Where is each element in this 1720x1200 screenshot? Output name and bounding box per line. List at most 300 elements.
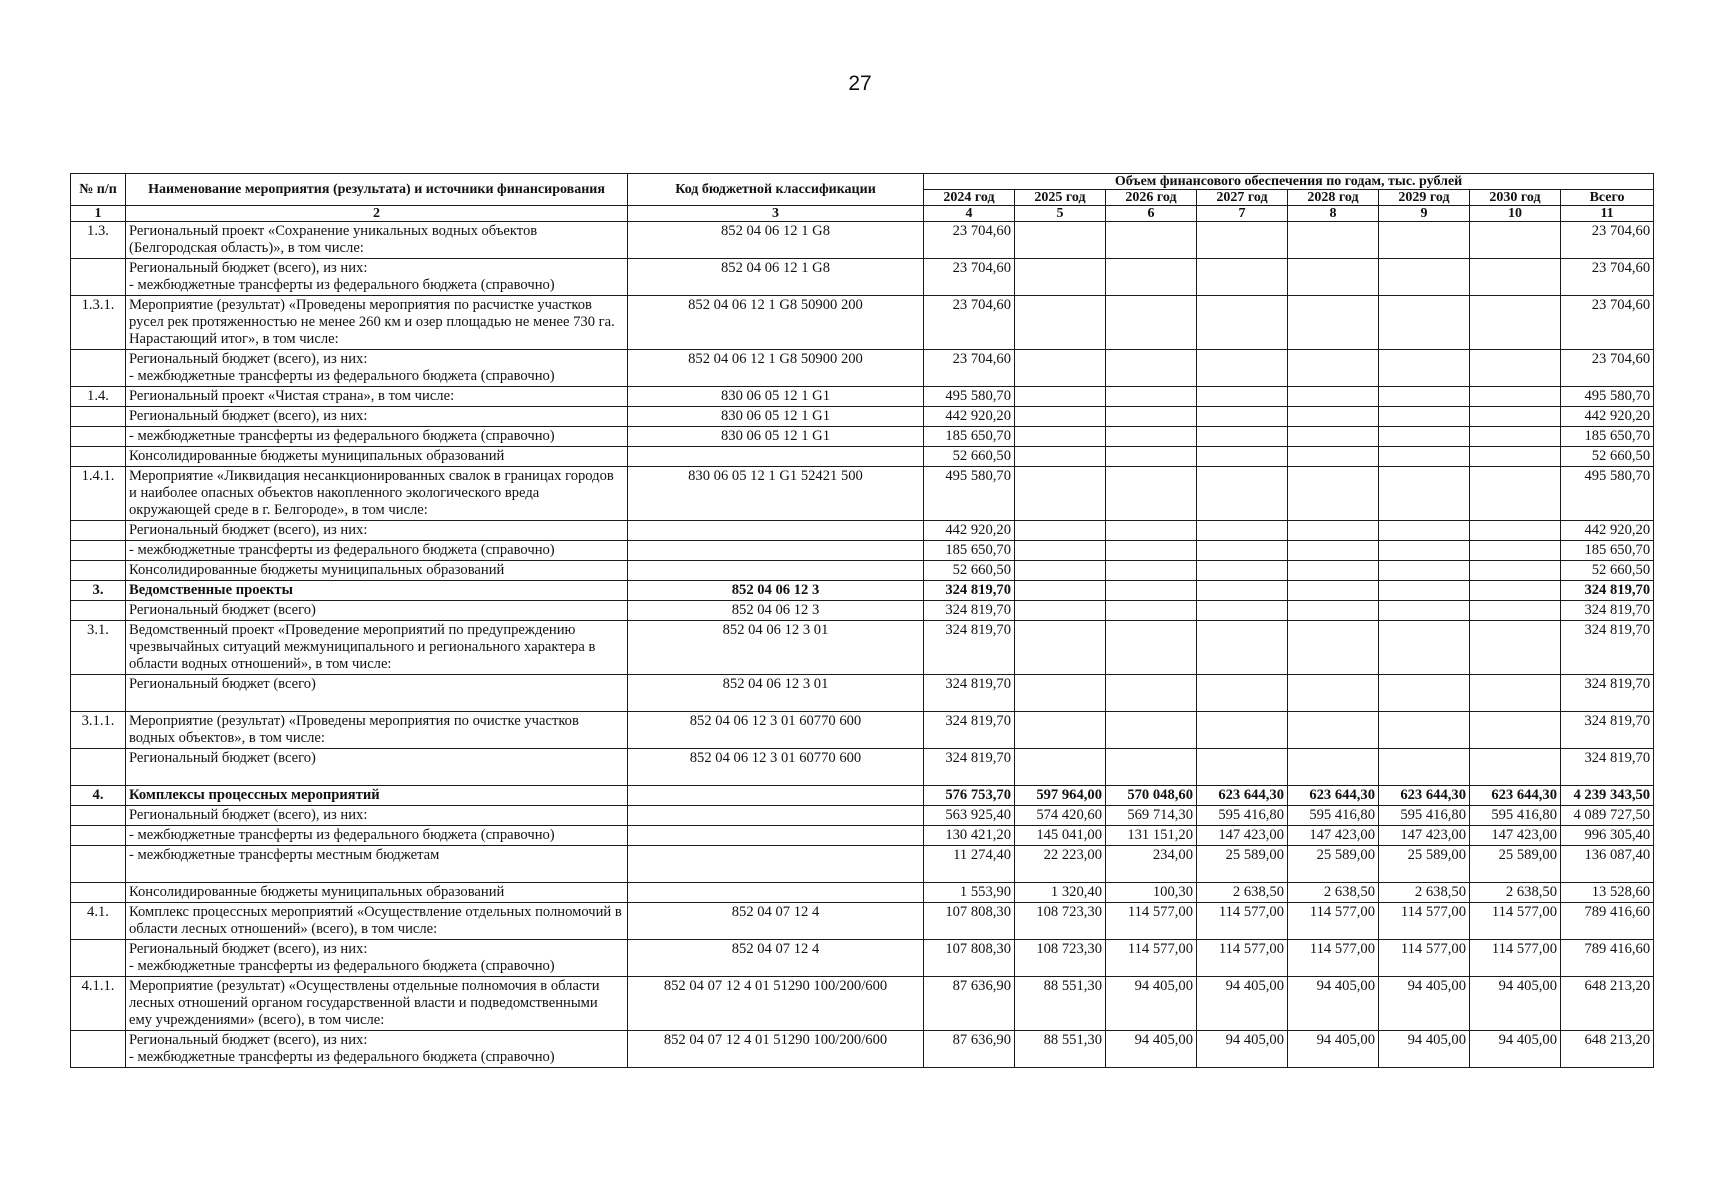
row-value (1379, 675, 1470, 712)
row-value: 114 577,00 (1197, 940, 1288, 977)
row-value (1197, 541, 1288, 561)
row-name: Региональный бюджет (всего), из них: (126, 521, 628, 541)
row-value: 495 580,70 (1561, 467, 1654, 521)
row-value (1470, 712, 1561, 749)
row-value: 623 644,30 (1197, 786, 1288, 806)
row-value: 324 819,70 (924, 601, 1015, 621)
row-name: Региональный проект «Сохранение уникальных водных объектов (Белгородская область)», в том числе: (126, 222, 628, 259)
row-value: 25 589,00 (1197, 846, 1288, 883)
row-code: 852 04 07 12 4 01 51290 100/200/600 (628, 1031, 924, 1068)
row-value (1288, 467, 1379, 521)
row-value: 114 577,00 (1379, 903, 1470, 940)
row-value: 52 660,50 (1561, 447, 1654, 467)
table-row (71, 883, 1654, 903)
row-code: 852 04 06 12 3 01 60770 600 (628, 712, 924, 749)
row-value: 23 704,60 (1561, 296, 1654, 350)
row-name: Региональный бюджет (всего), из них: - межбюджетные трансферты из федерального бюджета (справочно) (126, 259, 628, 296)
row-value (1470, 601, 1561, 621)
row-code (628, 561, 924, 581)
row-value: 114 577,00 (1288, 903, 1379, 940)
row-value: 442 920,20 (1561, 521, 1654, 541)
header-volume: Объем финансового обеспечения по годам, тыс. рублей (924, 174, 1654, 190)
row-value: 114 577,00 (1379, 940, 1470, 977)
row-value (1379, 712, 1470, 749)
row-name: Консолидированные бюджеты муниципальных образований (126, 883, 628, 903)
row-code: 852 04 06 12 1 G8 (628, 222, 924, 259)
row-value: 130 421,20 (924, 826, 1015, 846)
row-value: 324 819,70 (924, 712, 1015, 749)
row-value: 185 650,70 (1561, 541, 1654, 561)
table-row (71, 846, 1654, 883)
row-value (1288, 427, 1379, 447)
table-row (71, 561, 1654, 581)
table-row (71, 222, 1654, 259)
row-number: 1.3.1. (71, 296, 126, 350)
row-name: Региональный бюджет (всего), из них: - межбюджетные трансферты из федерального бюджета (справочно) (126, 350, 628, 387)
row-value (1106, 581, 1197, 601)
row-number (71, 259, 126, 296)
row-value (1106, 447, 1197, 467)
row-number (71, 883, 126, 903)
row-value (1379, 222, 1470, 259)
table-row (71, 903, 1654, 940)
row-name: Консолидированные бюджеты муниципальных образований (126, 561, 628, 581)
row-value (1197, 712, 1288, 749)
table-row (71, 675, 1654, 712)
row-value (1106, 222, 1197, 259)
row-value (1288, 407, 1379, 427)
row-value: 324 819,70 (924, 581, 1015, 601)
row-value: 87 636,90 (924, 977, 1015, 1031)
header-code: Код бюджетной классификации (628, 174, 924, 206)
header-index: 1 (71, 206, 126, 222)
row-code (628, 826, 924, 846)
row-value (1379, 296, 1470, 350)
row-value (1015, 350, 1106, 387)
row-value (1470, 296, 1561, 350)
row-value: 324 819,70 (1561, 581, 1654, 601)
row-value: 107 808,30 (924, 940, 1015, 977)
row-name: Мероприятие (результат) «Проведены мероприятия по очистке участков водных объектов», в том числе: (126, 712, 628, 749)
row-number: 1.3. (71, 222, 126, 259)
table-row (71, 826, 1654, 846)
row-value (1470, 427, 1561, 447)
header-index: 11 (1561, 206, 1654, 222)
row-value (1288, 296, 1379, 350)
table-row (71, 467, 1654, 521)
row-value (1470, 407, 1561, 427)
row-value (1106, 621, 1197, 675)
row-value (1379, 749, 1470, 786)
header-year: 2025 год (1015, 190, 1106, 206)
row-number (71, 407, 126, 427)
row-value: 623 644,30 (1379, 786, 1470, 806)
row-value (1288, 712, 1379, 749)
row-name: Региональный бюджет (всего), из них: - межбюджетные трансферты из федерального бюджета (справочно) (126, 1031, 628, 1068)
row-value: 495 580,70 (1561, 387, 1654, 407)
row-value: 25 589,00 (1379, 846, 1470, 883)
row-value (1379, 621, 1470, 675)
row-code: 830 06 05 12 1 G1 (628, 427, 924, 447)
row-value (1197, 749, 1288, 786)
row-value (1288, 675, 1379, 712)
row-value (1470, 581, 1561, 601)
row-value: 185 650,70 (924, 541, 1015, 561)
row-value (1197, 621, 1288, 675)
row-value (1015, 749, 1106, 786)
row-number: 1.4. (71, 387, 126, 407)
row-value: 324 819,70 (1561, 601, 1654, 621)
row-number: 3. (71, 581, 126, 601)
row-value: 94 405,00 (1288, 977, 1379, 1031)
financing-table (70, 173, 1654, 1068)
row-value (1288, 601, 1379, 621)
row-value (1197, 581, 1288, 601)
row-value (1288, 581, 1379, 601)
row-number (71, 601, 126, 621)
row-value: 52 660,50 (924, 561, 1015, 581)
row-value (1379, 387, 1470, 407)
row-code: 830 06 05 12 1 G1 (628, 407, 924, 427)
table-row (71, 350, 1654, 387)
row-value: 94 405,00 (1197, 1031, 1288, 1068)
header-index: 3 (628, 206, 924, 222)
row-value (1197, 467, 1288, 521)
row-value: 495 580,70 (924, 387, 1015, 407)
row-value (1015, 581, 1106, 601)
row-value: 1 553,90 (924, 883, 1015, 903)
row-value: 569 714,30 (1106, 806, 1197, 826)
row-value (1197, 350, 1288, 387)
row-code (628, 883, 924, 903)
row-value (1379, 407, 1470, 427)
row-value (1288, 521, 1379, 541)
header-name: Наименование мероприятия (результата) и источники финансирования (126, 174, 628, 206)
row-value: 574 420,60 (1015, 806, 1106, 826)
row-value: 442 920,20 (1561, 407, 1654, 427)
row-value: 25 589,00 (1288, 846, 1379, 883)
row-value (1470, 350, 1561, 387)
row-value: 114 577,00 (1197, 903, 1288, 940)
row-number (71, 350, 126, 387)
row-value (1106, 296, 1197, 350)
row-value (1015, 601, 1106, 621)
row-code: 852 04 07 12 4 (628, 903, 924, 940)
header-index: 4 (924, 206, 1015, 222)
row-value: 114 577,00 (1470, 940, 1561, 977)
row-value (1015, 427, 1106, 447)
row-value (1197, 675, 1288, 712)
row-code: 852 04 07 12 4 (628, 940, 924, 977)
row-value (1470, 675, 1561, 712)
row-value (1470, 541, 1561, 561)
row-value: 136 087,40 (1561, 846, 1654, 883)
row-value: 94 405,00 (1106, 977, 1197, 1031)
row-name: Комплексы процессных мероприятий (126, 786, 628, 806)
row-number (71, 675, 126, 712)
row-name: Региональный бюджет (всего), из них: - межбюджетные трансферты из федерального бюджета (справочно) (126, 940, 628, 977)
row-name: - межбюджетные трансферты местным бюджетам (126, 846, 628, 883)
row-value: 324 819,70 (1561, 621, 1654, 675)
row-number (71, 541, 126, 561)
row-value: 88 551,30 (1015, 1031, 1106, 1068)
row-value (1015, 561, 1106, 581)
row-code (628, 541, 924, 561)
row-name: Региональный бюджет (всего) (126, 601, 628, 621)
row-value (1470, 521, 1561, 541)
row-value (1197, 561, 1288, 581)
table-row (71, 541, 1654, 561)
row-value: 52 660,50 (1561, 561, 1654, 581)
table-row (71, 259, 1654, 296)
row-value: 94 405,00 (1470, 1031, 1561, 1068)
row-value (1197, 447, 1288, 467)
row-value: 131 151,20 (1106, 826, 1197, 846)
page-number: 27 (848, 72, 872, 95)
row-code: 852 04 06 12 3 01 60770 600 (628, 749, 924, 786)
row-value: 147 423,00 (1379, 826, 1470, 846)
header-year: Всего (1561, 190, 1654, 206)
row-value: 23 704,60 (924, 296, 1015, 350)
row-value: 648 213,20 (1561, 1031, 1654, 1068)
row-value: 324 819,70 (924, 749, 1015, 786)
row-value: 648 213,20 (1561, 977, 1654, 1031)
row-code: 830 06 05 12 1 G1 52421 500 (628, 467, 924, 521)
header-year: 2029 год (1379, 190, 1470, 206)
row-value (1106, 541, 1197, 561)
row-value (1470, 561, 1561, 581)
row-value (1197, 222, 1288, 259)
row-value (1106, 387, 1197, 407)
row-code: 852 04 06 12 1 G8 (628, 259, 924, 296)
row-value (1470, 467, 1561, 521)
row-value: 23 704,60 (1561, 259, 1654, 296)
table-row (71, 387, 1654, 407)
row-value (1379, 467, 1470, 521)
row-name: Региональный бюджет (всего), из них: (126, 806, 628, 826)
row-value: 324 819,70 (924, 675, 1015, 712)
table-row (71, 581, 1654, 601)
table-row (71, 1031, 1654, 1068)
table-row (71, 940, 1654, 977)
header-no: № п/п (71, 174, 126, 206)
row-value: 114 577,00 (1106, 903, 1197, 940)
table-row (71, 427, 1654, 447)
row-number (71, 447, 126, 467)
row-value (1288, 621, 1379, 675)
row-code (628, 806, 924, 826)
table-row (71, 296, 1654, 350)
row-value (1197, 427, 1288, 447)
row-value (1197, 296, 1288, 350)
row-name: Региональный бюджет (всего) (126, 749, 628, 786)
header-index: 9 (1379, 206, 1470, 222)
row-number: 4.1.1. (71, 977, 126, 1031)
row-name: Региональный бюджет (всего) (126, 675, 628, 712)
row-value (1106, 427, 1197, 447)
row-number: 4. (71, 786, 126, 806)
row-value: 442 920,20 (924, 407, 1015, 427)
row-value (1106, 350, 1197, 387)
row-value: 100,30 (1106, 883, 1197, 903)
row-value (1015, 259, 1106, 296)
row-name: Консолидированные бюджеты муниципальных образований (126, 447, 628, 467)
row-number (71, 561, 126, 581)
row-value: 25 589,00 (1470, 846, 1561, 883)
header-year: 2030 год (1470, 190, 1561, 206)
row-name: Региональный проект «Чистая страна», в том числе: (126, 387, 628, 407)
row-value (1288, 222, 1379, 259)
row-name: Мероприятие (результат) «Осуществлены отдельные полномочия в области лесных отношений органом государственной власти и подведомственными ему учреждениями» (всего), в том числе: (126, 977, 628, 1031)
row-value (1197, 387, 1288, 407)
row-name: - межбюджетные трансферты из федерального бюджета (справочно) (126, 826, 628, 846)
header-year: 2024 год (924, 190, 1015, 206)
row-value: 1 320,40 (1015, 883, 1106, 903)
row-value: 108 723,30 (1015, 940, 1106, 977)
row-value: 2 638,50 (1288, 883, 1379, 903)
row-value (1015, 222, 1106, 259)
row-value (1288, 259, 1379, 296)
header-index: 8 (1288, 206, 1379, 222)
row-value (1015, 521, 1106, 541)
row-code: 852 04 06 12 3 01 (628, 675, 924, 712)
row-number (71, 940, 126, 977)
row-value: 563 925,40 (924, 806, 1015, 826)
row-value (1197, 407, 1288, 427)
row-value: 789 416,60 (1561, 940, 1654, 977)
row-value: 595 416,80 (1197, 806, 1288, 826)
row-value: 114 577,00 (1106, 940, 1197, 977)
row-value: 597 964,00 (1015, 786, 1106, 806)
row-value (1106, 561, 1197, 581)
row-value (1470, 749, 1561, 786)
table-row (71, 977, 1654, 1031)
row-value: 23 704,60 (1561, 222, 1654, 259)
row-code (628, 786, 924, 806)
row-value (1106, 749, 1197, 786)
row-value: 94 405,00 (1106, 1031, 1197, 1068)
row-value: 94 405,00 (1379, 977, 1470, 1031)
row-value: 23 704,60 (924, 222, 1015, 259)
row-code: 852 04 06 12 1 G8 50900 200 (628, 296, 924, 350)
row-value: 94 405,00 (1379, 1031, 1470, 1068)
row-value (1288, 387, 1379, 407)
row-value: 4 089 727,50 (1561, 806, 1654, 826)
header-year: 2028 год (1288, 190, 1379, 206)
row-value: 23 704,60 (1561, 350, 1654, 387)
table-row (71, 621, 1654, 675)
row-value (1379, 541, 1470, 561)
row-value (1379, 427, 1470, 447)
row-value: 996 305,40 (1561, 826, 1654, 846)
row-number (71, 846, 126, 883)
row-value (1197, 601, 1288, 621)
row-value (1379, 581, 1470, 601)
row-value (1015, 407, 1106, 427)
row-value (1106, 601, 1197, 621)
row-value: 495 580,70 (924, 467, 1015, 521)
row-value (1470, 621, 1561, 675)
row-name: - межбюджетные трансферты из федерального бюджета (справочно) (126, 427, 628, 447)
row-code: 852 04 07 12 4 01 51290 100/200/600 (628, 977, 924, 1031)
row-value: 145 041,00 (1015, 826, 1106, 846)
row-value (1015, 447, 1106, 467)
header-year: 2027 год (1197, 190, 1288, 206)
row-value (1106, 407, 1197, 427)
row-value (1288, 350, 1379, 387)
row-value (1470, 222, 1561, 259)
row-code: 830 06 05 12 1 G1 (628, 387, 924, 407)
row-value (1106, 712, 1197, 749)
row-value: 595 416,80 (1288, 806, 1379, 826)
row-value (1106, 467, 1197, 521)
row-value (1288, 447, 1379, 467)
row-value (1288, 541, 1379, 561)
row-value (1379, 601, 1470, 621)
row-number (71, 1031, 126, 1068)
header-index: 6 (1106, 206, 1197, 222)
row-value: 2 638,50 (1379, 883, 1470, 903)
row-name: - межбюджетные трансферты из федерального бюджета (справочно) (126, 541, 628, 561)
table-row (71, 749, 1654, 786)
row-value: 234,00 (1106, 846, 1197, 883)
row-value (1015, 675, 1106, 712)
row-code: 852 04 06 12 3 (628, 601, 924, 621)
table-row (71, 786, 1654, 806)
row-value: 147 423,00 (1288, 826, 1379, 846)
row-value: 595 416,80 (1379, 806, 1470, 826)
row-value: 570 048,60 (1106, 786, 1197, 806)
table-row (71, 712, 1654, 749)
row-value: 623 644,30 (1470, 786, 1561, 806)
row-value: 147 423,00 (1470, 826, 1561, 846)
row-code: 852 04 06 12 3 (628, 581, 924, 601)
row-number (71, 521, 126, 541)
row-value: 324 819,70 (1561, 712, 1654, 749)
header-index: 2 (126, 206, 628, 222)
row-value: 185 650,70 (1561, 427, 1654, 447)
row-value: 23 704,60 (924, 259, 1015, 296)
row-value (1015, 387, 1106, 407)
row-value: 2 638,50 (1470, 883, 1561, 903)
row-value (1379, 259, 1470, 296)
table-row (71, 806, 1654, 826)
row-value: 52 660,50 (924, 447, 1015, 467)
row-value: 108 723,30 (1015, 903, 1106, 940)
row-value (1106, 259, 1197, 296)
row-value (1106, 521, 1197, 541)
row-value: 185 650,70 (924, 427, 1015, 447)
table-row (71, 521, 1654, 541)
row-value: 88 551,30 (1015, 977, 1106, 1031)
row-value (1197, 259, 1288, 296)
row-value (1379, 561, 1470, 581)
row-value (1288, 561, 1379, 581)
row-value: 94 405,00 (1288, 1031, 1379, 1068)
row-value: 789 416,60 (1561, 903, 1654, 940)
row-code (628, 846, 924, 883)
row-name: Региональный бюджет (всего), из них: (126, 407, 628, 427)
row-value: 107 808,30 (924, 903, 1015, 940)
row-number: 4.1. (71, 903, 126, 940)
row-value: 324 819,70 (1561, 675, 1654, 712)
row-value: 2 638,50 (1197, 883, 1288, 903)
row-name: Ведомственный проект «Проведение мероприятий по предупреждению чрезвычайных ситуаций межмуниципального и регионального характера в области водных отношений», в том числе: (126, 621, 628, 675)
row-value: 94 405,00 (1197, 977, 1288, 1031)
row-value: 4 239 343,50 (1561, 786, 1654, 806)
row-value: 324 819,70 (1561, 749, 1654, 786)
row-code (628, 521, 924, 541)
